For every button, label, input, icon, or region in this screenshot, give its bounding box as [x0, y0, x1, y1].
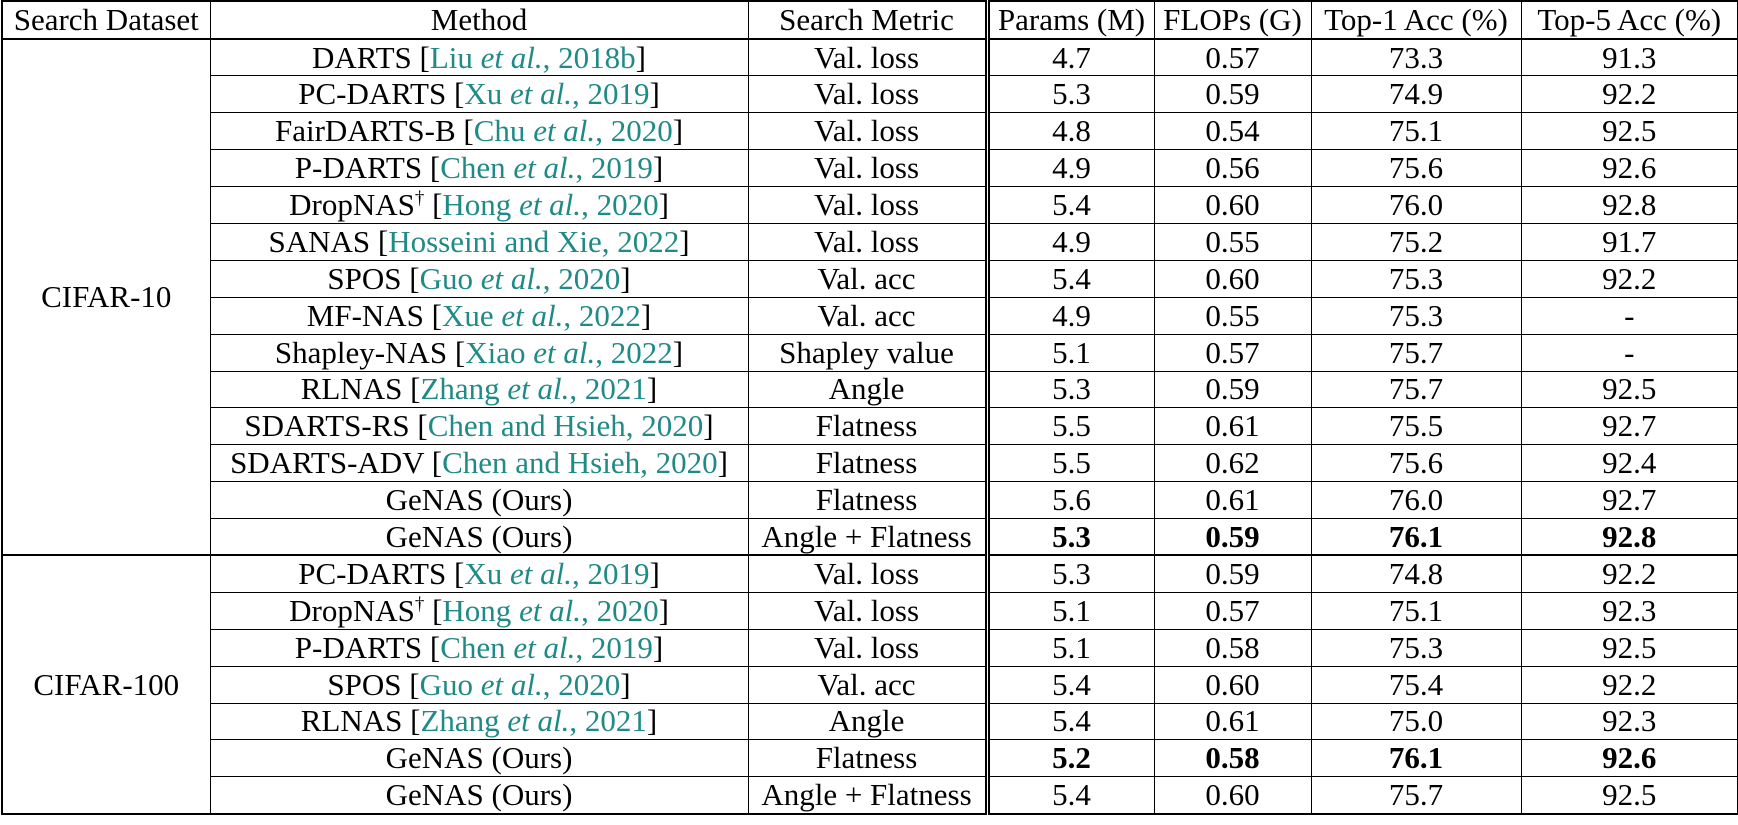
method-cell: FairDARTS-B [Chu et al., 2020] — [210, 113, 748, 150]
table-row — [2, 371, 1738, 408]
metric-cell: Val. loss — [748, 187, 987, 224]
method-name: GeNAS (Ours) — [385, 518, 573, 554]
method-name: P-DARTS — [294, 629, 423, 665]
citation-link[interactable] — [420, 703, 646, 738]
table-row — [2, 777, 1738, 814]
citation-author: Hong — [442, 187, 520, 222]
method-cell: P-DARTS [Chen et al., 2019] — [210, 629, 748, 666]
metric-cell: Val. loss — [748, 629, 987, 666]
method-name: RLNAS — [300, 703, 403, 739]
method-cell: RLNAS [Zhang et al., 2021] — [210, 703, 748, 740]
top5-cell: 92.3 — [1521, 592, 1738, 629]
citation-year: , 2021 — [569, 703, 647, 739]
table-row — [2, 740, 1738, 777]
flops-cell: 0.54 — [1154, 113, 1311, 150]
metric-cell: Flatness — [748, 740, 987, 777]
citation-author: Liu — [429, 39, 481, 75]
top1-cell: 75.7 — [1311, 371, 1521, 408]
method-name: SANAS — [268, 223, 371, 259]
citation-link[interactable] — [465, 335, 673, 370]
citation-year: , 2019 — [571, 76, 650, 112]
top5-cell: 92.7 — [1521, 408, 1738, 445]
citation-year: , 2019 — [571, 556, 650, 592]
citation-author: Chen and Hsieh, 2020 — [427, 408, 704, 444]
method-name: RLNAS — [300, 371, 403, 407]
method-cell: P-DARTS [Chen et al., 2019] — [210, 150, 748, 187]
table-row — [2, 297, 1738, 334]
params-cell: 5.6 — [987, 482, 1154, 519]
top1-cell: 75.1 — [1311, 113, 1521, 150]
top1-cell: 75.0 — [1311, 703, 1521, 740]
table-row — [2, 150, 1738, 187]
citation-author: Xiao — [465, 334, 534, 370]
method-name: SDARTS-ADV — [230, 445, 424, 481]
citation-author: Xu — [464, 556, 510, 592]
citation-year: , 2020 — [595, 113, 673, 149]
top5-cell: - — [1521, 297, 1738, 334]
top5-cell: 92.3 — [1521, 703, 1738, 740]
citation-author: Hosseini and Xie, 2022 — [388, 223, 680, 259]
flops-cell: 0.61 — [1154, 482, 1311, 519]
citation-etal: et al. — [507, 371, 570, 407]
flops-cell: 0.57 — [1154, 592, 1311, 629]
header-params: Params (M) — [987, 1, 1154, 39]
flops-cell: 0.62 — [1154, 445, 1311, 482]
flops-cell: 0.59 — [1154, 371, 1311, 408]
header-search-metric: Search Metric — [748, 1, 987, 39]
dagger-mark: † — [414, 593, 425, 615]
params-cell: 5.2 — [987, 740, 1154, 777]
table-row — [2, 260, 1738, 297]
method-cell — [210, 482, 748, 519]
flops-cell: 0.59 — [1154, 519, 1311, 556]
citation-link[interactable] — [464, 556, 649, 591]
method-cell: PC-DARTS [Xu et al., 2019] — [210, 76, 748, 113]
citation-link[interactable] — [442, 298, 641, 333]
table-row — [2, 519, 1738, 556]
citation-author: Xu — [464, 76, 510, 112]
citation-link[interactable] — [474, 113, 673, 148]
citation-author: Chen and Hsieh, 2020 — [442, 445, 718, 481]
top5-cell: 91.7 — [1521, 223, 1738, 260]
params-cell: 5.1 — [987, 629, 1154, 666]
method-name: PC-DARTS — [298, 556, 447, 592]
top5-cell: 92.2 — [1521, 76, 1738, 113]
method-cell: Shapley-NAS [Xiao et al., 2022] — [210, 334, 748, 371]
params-cell: 5.4 — [987, 777, 1154, 814]
method-cell: SPOS [Guo et al., 2020] — [210, 666, 748, 703]
method-cell: DropNAS† [Hong et al., 2020] — [210, 592, 748, 629]
method-cell — [210, 777, 748, 814]
citation-link[interactable] — [428, 408, 704, 443]
citation-author: Xue — [442, 297, 502, 333]
params-cell: 5.1 — [987, 592, 1154, 629]
method-name: DARTS — [312, 39, 412, 75]
citation-link[interactable] — [440, 150, 653, 185]
top5-cell: 92.8 — [1521, 187, 1738, 224]
top5-cell: 92.5 — [1521, 629, 1738, 666]
method-cell: SDARTS-RS [Chen and Hsieh, 2020] — [210, 408, 748, 445]
citation-etal: et al. — [519, 592, 582, 628]
top1-cell: 74.8 — [1311, 555, 1521, 592]
citation-etal: et al. — [509, 556, 572, 592]
citation-year: , 2019 — [575, 629, 653, 665]
top1-cell: 75.6 — [1311, 445, 1521, 482]
params-cell: 5.1 — [987, 334, 1154, 371]
table-row — [2, 113, 1738, 150]
top1-cell: 76.1 — [1311, 740, 1521, 777]
metric-cell: Val. loss — [748, 150, 987, 187]
top1-cell: 73.3 — [1311, 39, 1521, 76]
citation-year: , 2020 — [581, 592, 659, 628]
citation-link[interactable] — [464, 76, 649, 111]
citation-year: , 2022 — [563, 297, 641, 333]
table-row — [2, 592, 1738, 629]
top5-cell: 92.2 — [1521, 666, 1738, 703]
citation-year: , 2022 — [595, 334, 673, 370]
top1-cell: 75.5 — [1311, 408, 1521, 445]
params-cell: 4.7 — [987, 39, 1154, 76]
flops-cell: 0.58 — [1154, 740, 1311, 777]
table-row — [2, 39, 1738, 76]
params-cell: 5.3 — [987, 76, 1154, 113]
top1-cell: 74.9 — [1311, 76, 1521, 113]
flops-cell: 0.55 — [1154, 223, 1311, 260]
header-search-dataset: Search Dataset — [2, 1, 210, 39]
top1-cell: 75.6 — [1311, 150, 1521, 187]
table-row — [2, 666, 1738, 703]
top5-cell: 92.7 — [1521, 482, 1738, 519]
citation-link[interactable] — [420, 667, 621, 702]
metric-cell: Flatness — [748, 482, 987, 519]
top5-cell: 92.2 — [1521, 260, 1738, 297]
citation-author: Chu — [473, 113, 534, 149]
citation-etal: et al. — [480, 666, 543, 702]
table-row — [2, 408, 1738, 445]
method-cell: PC-DARTS [Xu et al., 2019] — [210, 555, 748, 592]
top5-cell: 92.2 — [1521, 555, 1738, 592]
metric-cell: Val. loss — [748, 592, 987, 629]
top5-cell: - — [1521, 334, 1738, 371]
metric-cell: Val. acc — [748, 666, 987, 703]
metric-cell: Angle — [748, 703, 987, 740]
flops-cell: 0.61 — [1154, 408, 1311, 445]
top1-cell: 75.7 — [1311, 334, 1521, 371]
params-cell: 5.5 — [987, 408, 1154, 445]
params-cell: 5.3 — [987, 519, 1154, 556]
citation-link[interactable] — [442, 445, 718, 480]
citation-etal: et al. — [533, 334, 596, 370]
method-cell: SANAS [Hosseini and Xie, 2022] — [210, 223, 748, 260]
top1-cell: 75.4 — [1311, 666, 1521, 703]
params-cell: 4.9 — [987, 223, 1154, 260]
params-cell: 5.5 — [987, 445, 1154, 482]
top1-cell: 76.0 — [1311, 482, 1521, 519]
citation-link[interactable] — [440, 630, 653, 665]
flops-cell: 0.61 — [1154, 703, 1311, 740]
citation-year: , 2019 — [575, 150, 653, 186]
params-cell: 5.3 — [987, 371, 1154, 408]
top1-cell: 75.1 — [1311, 592, 1521, 629]
citation-author: Hong — [442, 592, 520, 628]
citation-author: Chen — [440, 150, 514, 186]
params-cell: 5.3 — [987, 555, 1154, 592]
table-body — [2, 39, 1738, 814]
citation-author: Chen — [440, 629, 514, 665]
method-name: DropNAS — [289, 187, 415, 222]
flops-cell: 0.59 — [1154, 555, 1311, 592]
method-name: SDARTS-RS — [244, 408, 410, 444]
params-cell: 5.4 — [987, 187, 1154, 224]
header-row — [2, 1, 1738, 39]
flops-cell: 0.59 — [1154, 76, 1311, 113]
header-method: Method — [210, 1, 748, 39]
top1-cell: 75.3 — [1311, 629, 1521, 666]
citation-year: , 2018b — [542, 39, 636, 75]
table-row — [2, 187, 1738, 224]
citation-link[interactable] — [430, 40, 636, 75]
citation-year: , 2020 — [542, 260, 621, 296]
method-cell: MF-NAS [Xue et al., 2022] — [210, 297, 748, 334]
metric-cell: Angle + Flatness — [748, 519, 987, 556]
citation-author: Zhang — [420, 371, 508, 407]
table-row — [2, 76, 1738, 113]
method-name: GeNAS (Ours) — [385, 482, 573, 518]
citation-author: Zhang — [420, 703, 508, 739]
metric-cell: Flatness — [748, 408, 987, 445]
header-flops: FLOPs (G) — [1154, 1, 1311, 39]
metric-cell: Val. acc — [748, 297, 987, 334]
method-name: GeNAS (Ours) — [385, 740, 573, 776]
method-cell — [210, 740, 748, 777]
metric-cell: Val. loss — [748, 555, 987, 592]
params-cell: 4.9 — [987, 150, 1154, 187]
flops-cell: 0.56 — [1154, 150, 1311, 187]
method-cell: SPOS [Guo et al., 2020] — [210, 260, 748, 297]
top5-cell: 92.5 — [1521, 113, 1738, 150]
metric-cell: Val. acc — [748, 260, 987, 297]
method-cell — [210, 519, 748, 556]
top1-cell: 75.3 — [1311, 297, 1521, 334]
citation-link[interactable] — [420, 261, 621, 296]
dataset-cell: CIFAR-10 — [2, 39, 210, 555]
metric-cell: Val. loss — [748, 223, 987, 260]
flops-cell: 0.57 — [1154, 334, 1311, 371]
table-row — [2, 223, 1738, 260]
flops-cell: 0.60 — [1154, 777, 1311, 814]
citation-etal: et al. — [501, 297, 564, 333]
top5-cell: 92.6 — [1521, 740, 1738, 777]
top1-cell: 75.7 — [1311, 777, 1521, 814]
table-row — [2, 629, 1738, 666]
flops-cell: 0.55 — [1154, 297, 1311, 334]
params-cell: 5.4 — [987, 260, 1154, 297]
metric-cell: Angle + Flatness — [748, 777, 987, 814]
top1-cell: 75.3 — [1311, 260, 1521, 297]
table-row — [2, 334, 1738, 371]
top5-cell: 92.6 — [1521, 150, 1738, 187]
top1-cell: 76.0 — [1311, 187, 1521, 224]
header-top5: Top-5 Acc (%) — [1521, 1, 1738, 39]
citation-year: , 2020 — [542, 666, 621, 702]
citation-etal: et al. — [507, 703, 570, 739]
citation-author: Guo — [419, 260, 481, 296]
table-row — [2, 445, 1738, 482]
method-cell: DARTS [Liu et al., 2018b] — [210, 39, 748, 76]
table-row — [2, 482, 1738, 519]
citation-year: , 2021 — [569, 371, 647, 407]
top5-cell: 91.3 — [1521, 39, 1738, 76]
flops-cell: 0.60 — [1154, 666, 1311, 703]
flops-cell: 0.60 — [1154, 187, 1311, 224]
params-cell: 4.9 — [987, 297, 1154, 334]
method-name: SPOS — [327, 666, 402, 702]
method-name: MF-NAS — [306, 297, 424, 333]
citation-etal: et al. — [480, 260, 543, 296]
metric-cell: Val. loss — [748, 39, 987, 76]
metric-cell: Val. loss — [748, 113, 987, 150]
method-name: FairDARTS-B — [274, 113, 456, 149]
citation-etal: et al. — [519, 187, 582, 222]
citation-etal: et al. — [513, 629, 576, 665]
method-name: P-DARTS — [294, 150, 423, 186]
top5-cell: 92.5 — [1521, 371, 1738, 408]
header-top1: Top-1 Acc (%) — [1311, 1, 1521, 39]
top5-cell: 92.8 — [1521, 519, 1738, 556]
method-name: Shapley-NAS — [274, 334, 448, 370]
top1-cell: 76.1 — [1311, 519, 1521, 556]
params-cell: 5.4 — [987, 703, 1154, 740]
top5-cell: 92.4 — [1521, 445, 1738, 482]
method-cell: RLNAS [Zhang et al., 2021] — [210, 371, 748, 408]
method-name: DropNAS — [289, 592, 415, 628]
citation-link[interactable] — [388, 224, 679, 259]
top5-cell: 92.5 — [1521, 777, 1738, 814]
metric-cell: Flatness — [748, 445, 987, 482]
flops-cell: 0.58 — [1154, 629, 1311, 666]
method-cell: DropNAS† [Hong et al., 2020] — [210, 187, 748, 224]
citation-etal: et al. — [480, 39, 543, 75]
metric-cell: Angle — [748, 371, 987, 408]
citation-link[interactable] — [420, 371, 646, 406]
table-row — [2, 703, 1738, 740]
citation-link[interactable] — [442, 593, 658, 628]
method-name: PC-DARTS — [298, 76, 447, 112]
metric-cell: Shapley value — [748, 334, 987, 371]
citation-link[interactable] — [442, 187, 658, 222]
citation-etal: et al. — [513, 150, 576, 186]
dagger-mark: † — [414, 188, 425, 209]
citation-author: Guo — [419, 666, 481, 702]
citation-etal: et al. — [509, 76, 572, 112]
table-row — [2, 555, 1738, 592]
citation-year: , 2020 — [581, 187, 659, 222]
flops-cell: 0.57 — [1154, 39, 1311, 76]
citation-etal: et al. — [533, 113, 596, 149]
results-table-container — [1, 0, 1737, 815]
method-name: SPOS — [327, 260, 402, 296]
metric-cell: Val. loss — [748, 76, 987, 113]
results-table — [1, 0, 1738, 815]
params-cell: 5.4 — [987, 666, 1154, 703]
dataset-cell: CIFAR-100 — [2, 555, 210, 813]
method-cell: SDARTS-ADV [Chen and Hsieh, 2020] — [210, 445, 748, 482]
method-name: GeNAS (Ours) — [385, 777, 573, 812]
flops-cell: 0.60 — [1154, 260, 1311, 297]
params-cell: 4.8 — [987, 113, 1154, 150]
top1-cell: 75.2 — [1311, 223, 1521, 260]
